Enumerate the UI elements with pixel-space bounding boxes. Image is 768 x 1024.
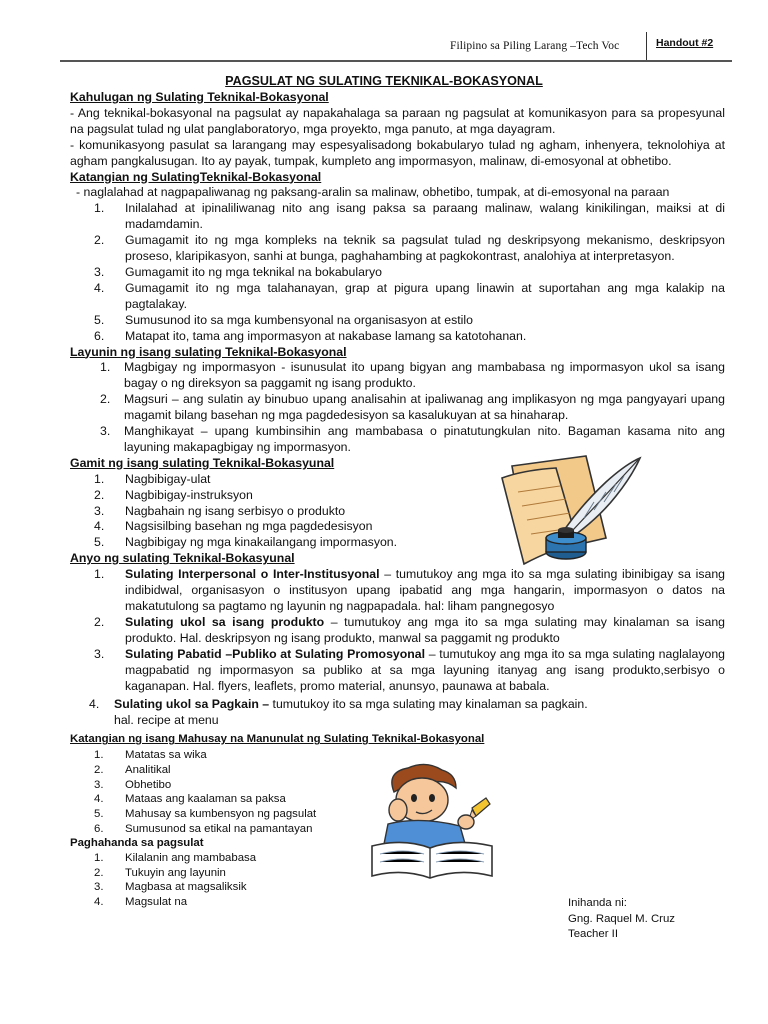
student-writing-icon (364, 762, 500, 882)
list-item: 5. Nagbibigay ng mga kinakailangang impormasyon. (94, 535, 398, 550)
paragraph-kahulugan-2: - komunikasyong pasulat sa larangang may espesyalisadong bokabularyo tulad ng agham, inhenyera, teknolohiya at agham pangkalusugan. Ito ay payak, tumpak, kumpleto ang impormasyon, malinaw, di-emosyonal at obhetibo. (70, 137, 725, 168)
list-item: 2. Analitikal (94, 763, 171, 776)
list-item: 1. Inilalahad at ipinaliliwanag nito ang isang paksa sa paraang malinaw, walang kinikilingan, maiksi at di madamdamin. (94, 201, 725, 232)
list-item: 5. Sumusunod ito sa mga kumbensyonal na organisasyon at estilo (94, 312, 473, 327)
list-item: 2. Magsuri – ang sulatin ay binubuo upang analisahin at ipaliwanag ang implikasyon ng mga pangyayari upang magamit bilang basehan ng mga pagdedesisyon sa kasalukuyan at sa hinaharap. (100, 392, 725, 423)
list-item: 4. Magsulat na (94, 896, 188, 909)
signature-name: Gng. Raquel M. Cruz (568, 912, 675, 925)
section-heading-kahulugan: Kahulugan ng Sulating Teknikal-Bokasyonal (70, 90, 329, 104)
list-item: 3. Manghikayat – upang kumbinsihin ang mambabasa o pinatutungkulan nito. Bagaman kasama nito ang layuning makapagbigay ng impormasyon. (100, 424, 725, 454)
list-item: 2. Nagbibigay-instruksyon (94, 487, 253, 502)
header-divider (646, 32, 647, 60)
list-item: 1. Kilalanin ang mambabasa (94, 852, 257, 865)
list-item: 2. Tukuyin ang layunin (94, 866, 226, 879)
list-item: 1. Sulating Interpersonal o Inter-Institusyonal – tumutukoy ang mga ito sa mga sulating ibinibigay sa isang indibidwal, organisasyon o institusyon upang ipabatid ang mga hangarin, impormasyon o datos na makatutulong sa pagtamo ng layunin ng nagpapadala. hal: liham pangnegosyo (94, 567, 725, 613)
list-item: 3. Magbasa at magsaliksik (94, 881, 247, 894)
list-item: 2. Sulating ukol sa isang produkto – tumutukoy ang mga ito sa mga sulating may kinalaman sa isang produkto. Hal. deskripsyon ng isang produkto, manwal sa paggamit ng produkto (94, 614, 725, 645)
list-item: 4. Mataas ang kaalaman sa paksa (94, 793, 286, 806)
list-item: 4. Gumagamit ito ng mga talahanayan, grap at pigura upang linawin at suportahan ang mga kalakip na pagtalakay. (94, 280, 725, 311)
signature-block (568, 896, 675, 943)
paragraph-kahulugan-1: - Ang teknikal-bokasyonal na pagsulat ay napakahalaga sa paraan ng pagsulat at komunikasyon para sa propesyunal na pagsulat tulad ng ulat panglaboratoryo, mga proyekto, mga panuto, at mga dayagram. (70, 105, 725, 136)
list-item: 1. Matatas sa wika (94, 749, 207, 762)
signature-label: Inihanda ni: (568, 897, 627, 909)
header-rule (60, 60, 732, 62)
list-item: 3. Gumagamit ito ng mga teknikal na bokabularyo (94, 264, 383, 279)
list-item: 2. Gumagamit ito ng mga kompleks na teknik sa pagsulat tulad ng deskripsyong mekanismo, deskripsyon proseso, klaripikasyon, sanhi at bunga, paghahambing at pagkokontrast, analohiya at interpretasyon. (94, 233, 725, 264)
page-title: PAGSULAT NG SULATING TEKNIKAL-BOKASYONAL (225, 74, 543, 88)
layunin-list (70, 360, 725, 455)
anyo-note: hal. recipe at menu (114, 713, 219, 728)
handout-label: Handout #2 (656, 37, 714, 49)
section-heading-katangian-manunulat: Katangian ng isang Mahusay na Manunulat ng Sulating Teknikal-Bokasyonal (70, 733, 485, 746)
signature-position: Teacher II (568, 928, 619, 941)
katangian-list (70, 201, 725, 344)
section-heading-gamit: Gamit ng isang sulating Teknikal-Bokasyunal (70, 455, 335, 470)
section-heading-layunin: Layunin ng isang sulating Teknikal-Bokasyonal (70, 344, 347, 359)
list-item: 6. Matapat ito, tama ang impormasyon at nakabase lamang sa katotohanan. (94, 328, 527, 343)
anyo-list (70, 567, 725, 713)
list-item: 3. Obhetibo (94, 778, 172, 791)
section-heading-katangian: Katangian ng SulatingTeknikal-Bokasyonal (70, 169, 322, 184)
list-item: 5. Mahusay sa kumbensyon ng pagsulat (94, 807, 317, 820)
list-item: 1. Magbigay ng impormasyon - isunusulat ito upang bigyan ang mambabasa ng impormasyon ukol sa isang bagay o ng direksyon sa paggamit ng isang produkto. (100, 360, 725, 391)
section-heading-anyo: Anyo ng sulating Teknikal-Bokasyunal (70, 551, 295, 566)
quill-and-inkpot-icon (494, 452, 644, 570)
katangian-intro: - naglalahad at nagpapaliwanag ng paksang-aralin sa malinaw, obhetibo, tumpak, at di-emosyonal na paraan (76, 185, 670, 200)
list-item: 6. Sumusunod sa etikal na pamantayan (94, 822, 313, 835)
section-heading-paghahanda: Paghahanda sa pagsulat (70, 837, 204, 850)
list-item: 4. Nagsisilbing basehan ng mga pagdedesisyon (94, 519, 373, 534)
list-item: 4. Sulating ukol sa Pagkain – tumutukoy ito sa mga sulating may kinalaman sa pagkain. (89, 697, 588, 712)
list-item: 1. Nagbibigay-ulat (94, 471, 211, 486)
course-header: Filipino sa Piling Larang –Tech Voc (450, 40, 620, 52)
list-item: 3. Nagbahain ng isang serbisyo o produkto (94, 503, 346, 518)
list-item: 3. Sulating Pabatid –Publiko at Sulating Promosyonal – tumutukoy ang mga ito sa mga sulating naglalayong magpabatid ng impormasyon sa publiko at sa mga layuning itanyag ang isang produkto,serbisyo o kaganapan. Hal. flyers, leaflets, promo material, anunsyo, paunawa at babala. (94, 646, 725, 693)
